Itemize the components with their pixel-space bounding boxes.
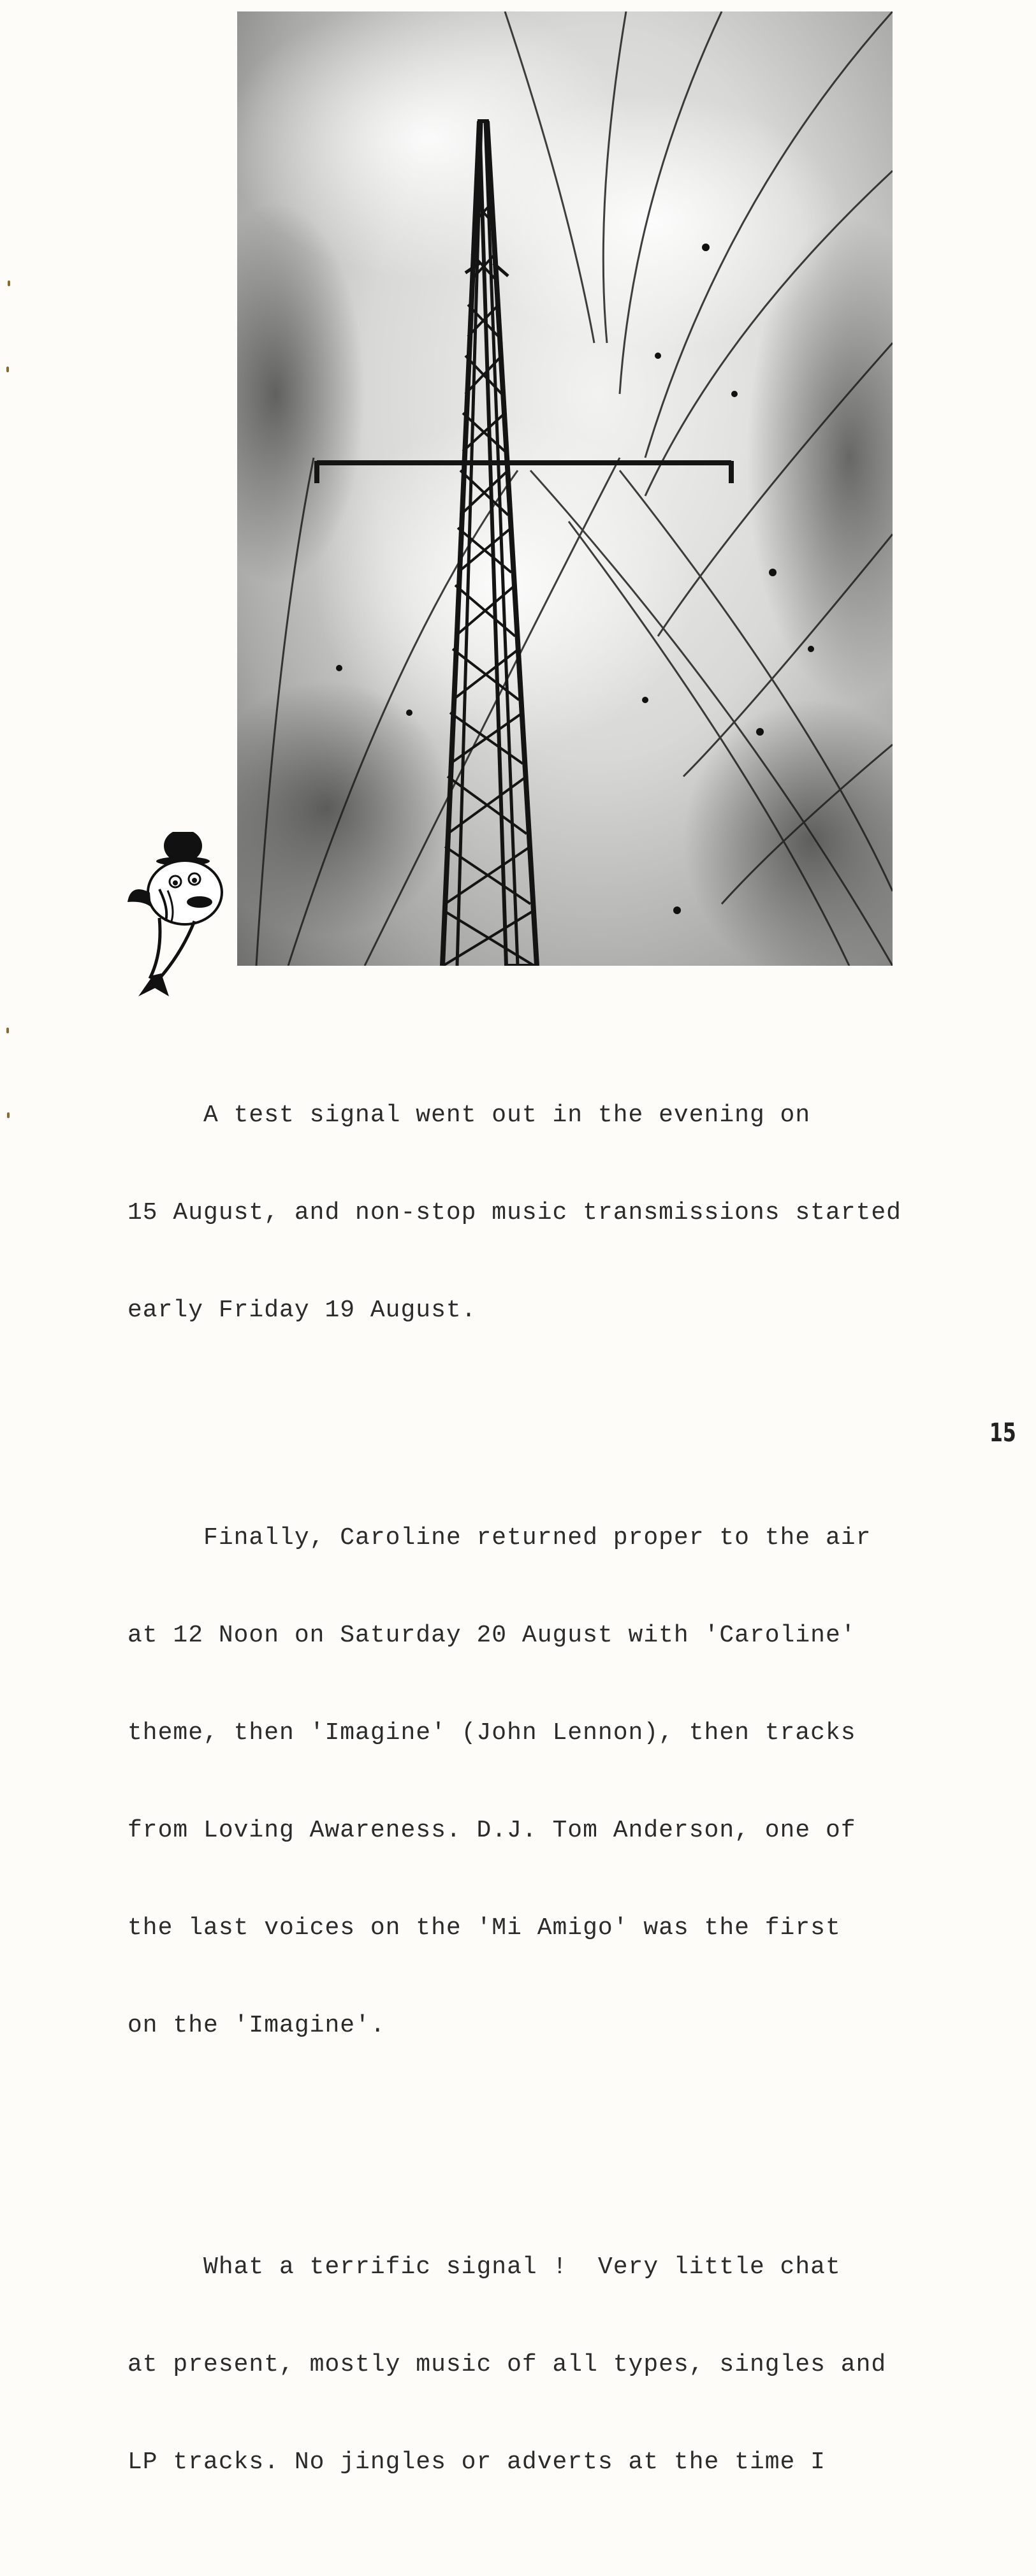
text-line: at present, mostly music of all types, singles and [128, 2351, 887, 2378]
text-line: the last voices on the 'Mi Amigo' was the first [128, 1914, 841, 1942]
paragraph-3 [128, 2186, 1020, 2543]
text-line: from Loving Awareness. D.J. Tom Anderson, one of [128, 1817, 856, 1844]
text-line: at 12 Noon on Saturday 20 August with 'Caroline' [128, 1622, 856, 1649]
radio-mast-photo [237, 11, 893, 966]
text-line: early Friday 19 August. [128, 1297, 477, 1324]
text-line: LP tracks. No jingles or adverts at the time I [128, 2449, 826, 2476]
article-text [128, 969, 1020, 2576]
text-line: theme, then 'Imagine' (John Lennon), then tracks [128, 1719, 856, 1747]
text-line: on the 'Imagine'. [128, 2012, 386, 2039]
paragraph-1 [128, 1034, 1020, 1392]
text-line: 15 August, and non-stop music transmissions started [128, 1199, 901, 1226]
radio-mast-icon [237, 11, 893, 966]
page-number: 15 [989, 1418, 1016, 1448]
text-line: Finally, Caroline returned proper to the air [128, 1524, 872, 1552]
paragraph-2 [128, 1457, 1020, 2107]
text-line: A test signal went out in the evening on [128, 1102, 811, 1129]
text-line: What a terrific signal ! Very little chat [128, 2253, 841, 2281]
